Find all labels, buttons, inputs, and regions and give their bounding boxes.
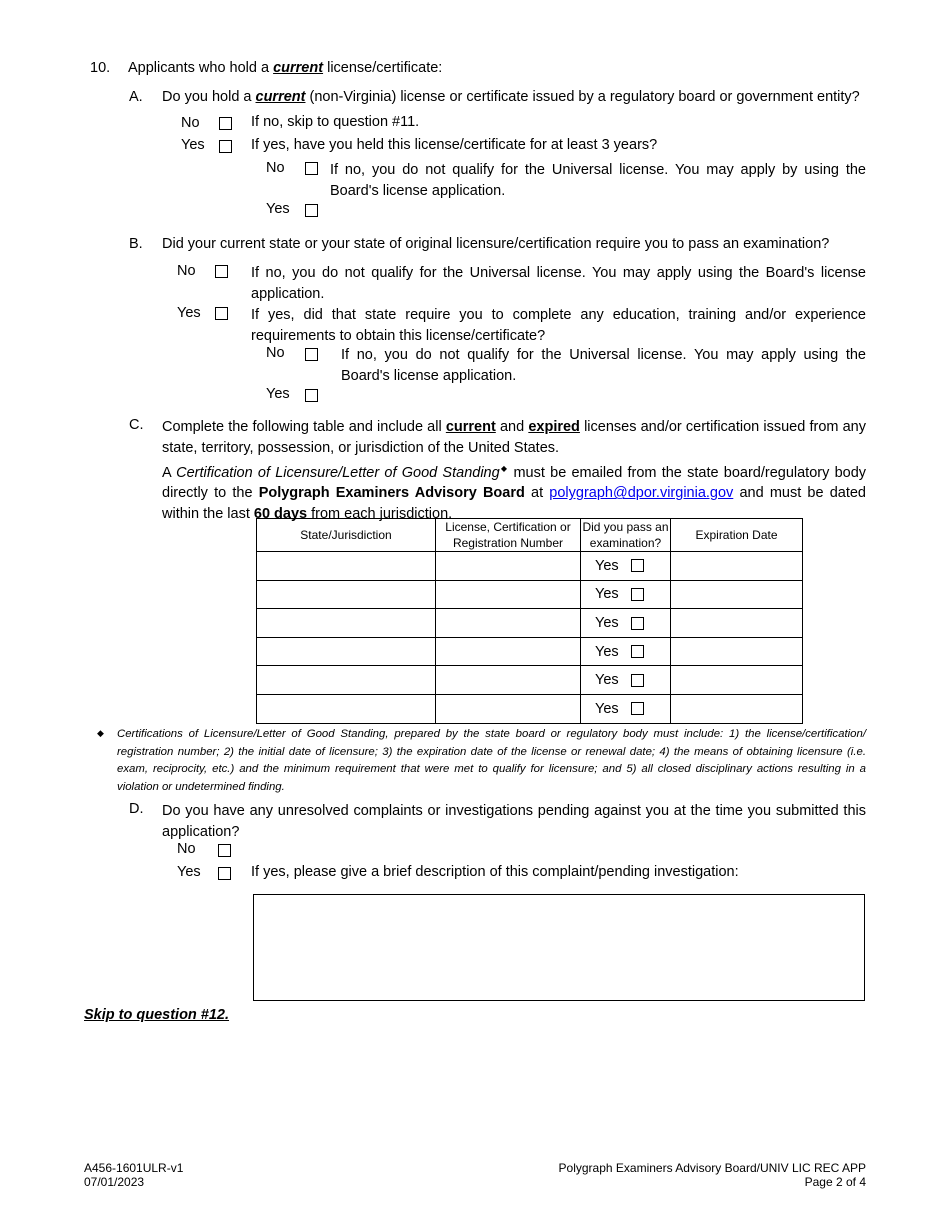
b-sub-no-checkbox[interactable]	[305, 348, 318, 361]
item-letter-b: B.	[129, 236, 143, 252]
intro-text-end: license/certificate:	[323, 60, 443, 76]
exam-yes-label: Yes	[595, 672, 619, 689]
license-number-cell[interactable]	[436, 552, 581, 581]
intro-text: Applicants who hold a	[128, 60, 274, 76]
a-no-checkbox[interactable]	[219, 117, 232, 130]
b-sub-no-label: No	[266, 345, 285, 361]
question-c-email-note	[162, 459, 866, 524]
d-yes-text: If yes, please give a brief description of this complaint/pending investigation:	[251, 864, 739, 880]
state-cell[interactable]	[257, 552, 436, 581]
exam-cell	[581, 637, 671, 666]
b-yes-checkbox[interactable]	[215, 307, 228, 320]
b-sub-no-text: If no, you do not qualify for the Universal license. You may apply using the Board's license application.	[341, 347, 866, 384]
d-yes-label: Yes	[177, 864, 201, 880]
email-link[interactable]: polygraph@dpor.virginia.gov	[549, 485, 734, 502]
a-sub-yes-checkbox[interactable]	[305, 204, 318, 217]
state-cell[interactable]	[257, 637, 436, 666]
header-exam: Did you pass an examination?	[582, 520, 669, 550]
item-letter-c: C.	[129, 417, 144, 433]
certification-note: Certifications of Licensure/Letter of Good Standing, prepared by the state board or regulatory body must include: 1) the license/certification/ registration number; 2) the initial date of licensure; 3) the expiration date of the license or renewal date; 4) the means of obtaining licensure (i.e. exam, reciprocity, etc.) and the minimum requirement that were met to qualify for licensure; and 5) all closed disciplinary actions resulting in a violation or undetermined finding.	[117, 728, 866, 793]
question-a-text: Do you hold a	[162, 89, 256, 105]
exam-yes-label: Yes	[595, 586, 619, 603]
complaint-description-field[interactable]	[253, 894, 865, 1001]
item-letter-a: A.	[129, 89, 143, 105]
c-text: and	[495, 419, 529, 435]
a-sub-no-label: No	[266, 160, 285, 176]
question-a-text-end: (non-Virginia) license or certificate issued by a regulatory board or government entity?	[305, 89, 860, 105]
exam-cell	[581, 694, 671, 723]
b-yes-text: If yes, did that state require you to complete any education, training and/or experience requirements to obtain this license/certificate?	[251, 307, 866, 344]
a-no-text: If no, skip to question #11.	[251, 114, 420, 130]
question-c-instructions	[162, 417, 866, 459]
question-b: Did your current state or your state of original licensure/certification require you to pass an examination?	[162, 236, 830, 252]
table-row	[257, 694, 803, 723]
c-text: Complete the following table and include all	[162, 419, 446, 435]
exam-yes-checkbox[interactable]	[631, 674, 644, 687]
exam-yes-checkbox[interactable]	[631, 559, 644, 572]
header-expiration: Expiration Date	[671, 519, 803, 552]
exam-yes-label: Yes	[595, 700, 619, 717]
question-a	[162, 89, 860, 105]
footer-left	[84, 1161, 183, 1189]
exam-yes-checkbox[interactable]	[631, 588, 644, 601]
expiration-date-cell[interactable]	[671, 694, 803, 723]
b-sub-yes-checkbox[interactable]	[305, 389, 318, 402]
table-header-row	[257, 519, 803, 552]
license-number-cell[interactable]	[436, 637, 581, 666]
table-row	[257, 637, 803, 666]
expiration-date-cell[interactable]	[671, 580, 803, 609]
c-board-name: Polygraph Examiners Advisory Board	[258, 485, 525, 502]
a-sub-no-checkbox[interactable]	[305, 162, 318, 175]
a-no-label: No	[181, 115, 200, 131]
a-sub-no-text: If no, you do not qualify for the Universal license. You may apply by using the Board's license application.	[330, 162, 866, 199]
state-cell[interactable]	[257, 580, 436, 609]
a-yes-text: If yes, have you held this license/certificate for at least 3 years?	[251, 137, 658, 153]
table-row	[257, 552, 803, 581]
exam-cell	[581, 666, 671, 695]
exam-yes-label: Yes	[595, 557, 619, 574]
table-row	[257, 609, 803, 638]
intro-emphasis: current	[273, 60, 324, 76]
d-no-checkbox[interactable]	[218, 844, 231, 857]
state-cell[interactable]	[257, 609, 436, 638]
state-cell[interactable]	[257, 694, 436, 723]
c-text: at	[524, 485, 550, 502]
question-10-intro	[128, 60, 442, 76]
question-d: Do you have any unresolved complaints or investigations pending against you at the time you submitted this application?	[162, 803, 866, 840]
license-number-cell[interactable]	[436, 666, 581, 695]
d-no-label: No	[177, 841, 196, 857]
expiration-date-cell[interactable]	[671, 666, 803, 695]
b-yes-label: Yes	[177, 305, 201, 321]
item-letter-d: D.	[129, 801, 144, 817]
exam-cell	[581, 609, 671, 638]
form-date: 07/01/2023	[84, 1175, 145, 1189]
header-state: State/Jurisdiction	[257, 519, 436, 552]
exam-cell	[581, 580, 671, 609]
exam-yes-label: Yes	[595, 614, 619, 631]
expiration-date-cell[interactable]	[671, 609, 803, 638]
page-number: Page 2 of 4	[804, 1175, 866, 1189]
license-number-cell[interactable]	[436, 694, 581, 723]
table-row	[257, 666, 803, 695]
c-expired: expired	[528, 419, 580, 435]
question-number: 10.	[90, 60, 111, 76]
c-text: must be emailed from the state board/regulatory body directly to the	[162, 464, 867, 502]
a-yes-checkbox[interactable]	[219, 140, 232, 153]
exam-yes-checkbox[interactable]	[631, 645, 644, 658]
c-text: and must be dated within the last	[162, 485, 866, 522]
a-sub-yes-label: Yes	[266, 201, 290, 217]
exam-yes-checkbox[interactable]	[631, 702, 644, 715]
question-a-emphasis: current	[255, 89, 306, 105]
c-text: licenses and/or certification issued from any state, territory, possession, or jurisdiction of the United States.	[162, 419, 866, 456]
state-cell[interactable]	[257, 666, 436, 695]
skip-instruction: Skip to question #12.	[84, 1007, 230, 1023]
b-sub-yes-label: Yes	[266, 386, 290, 402]
c-text: A	[162, 464, 177, 481]
c-text: from each jurisdiction.	[307, 505, 453, 522]
b-no-text: If no, you do not qualify for the Universal license. You may apply using the Board's license application.	[251, 265, 866, 302]
exam-yes-label: Yes	[595, 643, 619, 660]
d-yes-checkbox[interactable]	[218, 867, 231, 880]
a-yes-label: Yes	[181, 137, 205, 153]
form-id: A456-1601ULR-v1	[84, 1161, 184, 1175]
b-no-label: No	[177, 263, 196, 279]
header-license-number: License, Certification or Registration Number	[436, 519, 581, 552]
license-number-cell[interactable]	[436, 580, 581, 609]
table-row	[257, 580, 803, 609]
b-no-checkbox[interactable]	[215, 265, 228, 278]
license-number-cell[interactable]	[436, 609, 581, 638]
exam-yes-checkbox[interactable]	[631, 617, 644, 630]
expiration-date-cell[interactable]	[671, 637, 803, 666]
license-table	[256, 518, 803, 724]
c-days: 60 days	[253, 505, 308, 522]
board-title: Polygraph Examiners Advisory Board/UNIV LIC REC APP	[558, 1161, 866, 1175]
exam-cell	[581, 552, 671, 581]
expiration-date-cell[interactable]	[671, 552, 803, 581]
note-bullet: ◆	[97, 728, 104, 738]
c-certification-title: Certification of Licensure/Letter of Good Standing	[176, 464, 500, 481]
footer-right	[559, 1161, 866, 1189]
c-current: current	[445, 419, 496, 435]
footnote-marker: ◆	[499, 464, 509, 473]
